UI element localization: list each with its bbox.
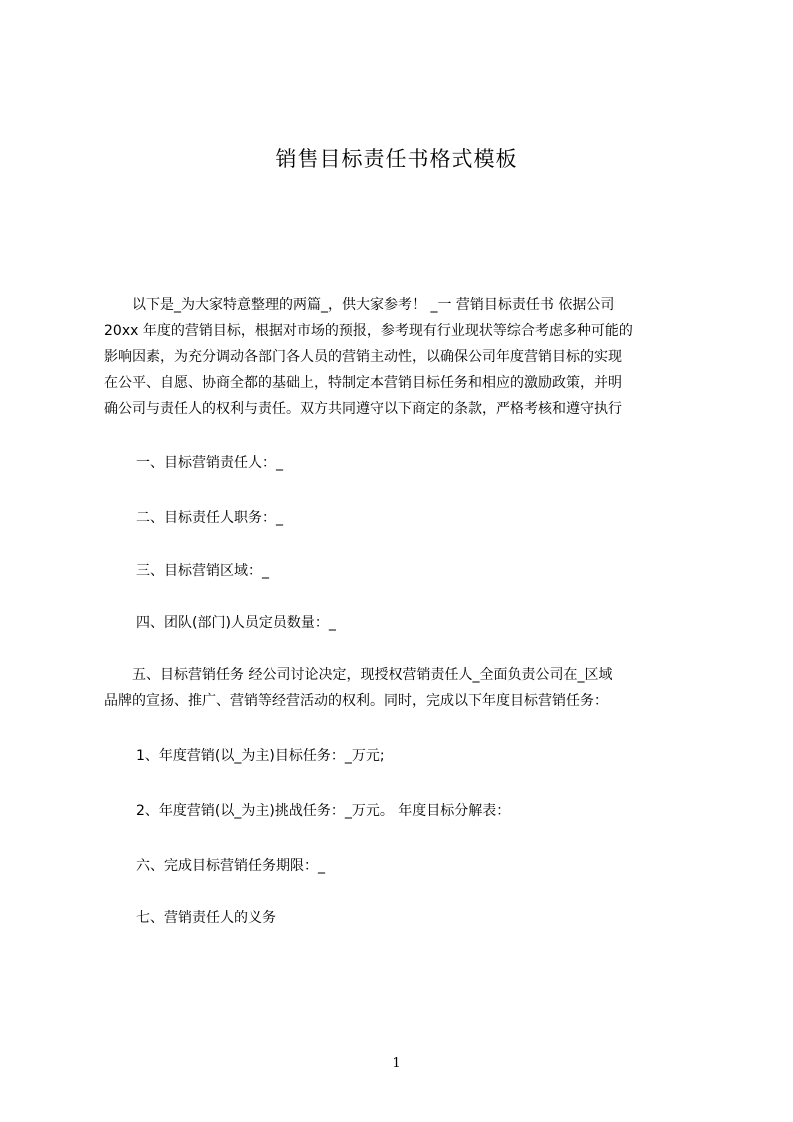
intro-line: 20xx 年度的营销目标，根据对市场的预报，参考现有行业现状等综合考虑多种可能的 [104, 323, 633, 339]
item-sales-task-line: 五、目标营销任务 经公司讨论决定，现授权营销责任人_全面负责公司在_区域 [104, 667, 613, 683]
item-deadline: 六、完成目标营销任务期限：_ [136, 858, 325, 874]
document-title: 销售目标责任书格式模板 [275, 147, 518, 171]
intro-line: 以下是_为大家特意整理的两篇_，供大家参考！ _一 营销目标责任书 依据公司 [104, 297, 615, 313]
intro-paragraph [104, 292, 704, 422]
item-sales-task-line: 品牌的宣扬、推广、营销等经营活动的权利。同时，完成以下年度目标营销任务： [104, 693, 608, 709]
item-responsible-position: 二、目标责任人职务：_ [136, 510, 283, 526]
item-responsible-person: 一、目标营销责任人：_ [136, 455, 283, 471]
item-sales-task [104, 662, 724, 714]
sub-item-challenge-task: 2、年度营销(以_为主)挑战任务：_万元。 年度目标分解表： [136, 803, 511, 819]
item-sales-region: 三、目标营销区域：_ [136, 563, 269, 579]
item-team-size: 四、团队(部门)人员定员数量：_ [136, 615, 336, 631]
intro-line: 确公司与责任人的权利与责任。双方共同遵守以下商定的条款，严格考核和遵守执行 [104, 401, 622, 417]
page-number: 1 [392, 1056, 401, 1071]
intro-line: 在公平、自愿、协商全都的基础上，特制定本营销目标任务和相应的激励政策，并明 [104, 375, 622, 391]
intro-line: 影响因素，为充分调动各部门各人员的营销主动性，以确保公司年度营销目标的实现 [104, 349, 622, 365]
item-obligations: 七、营销责任人的义务 [136, 910, 276, 926]
sub-item-target-task: 1、年度营销(以_为主)目标任务：_万元; [136, 748, 385, 764]
